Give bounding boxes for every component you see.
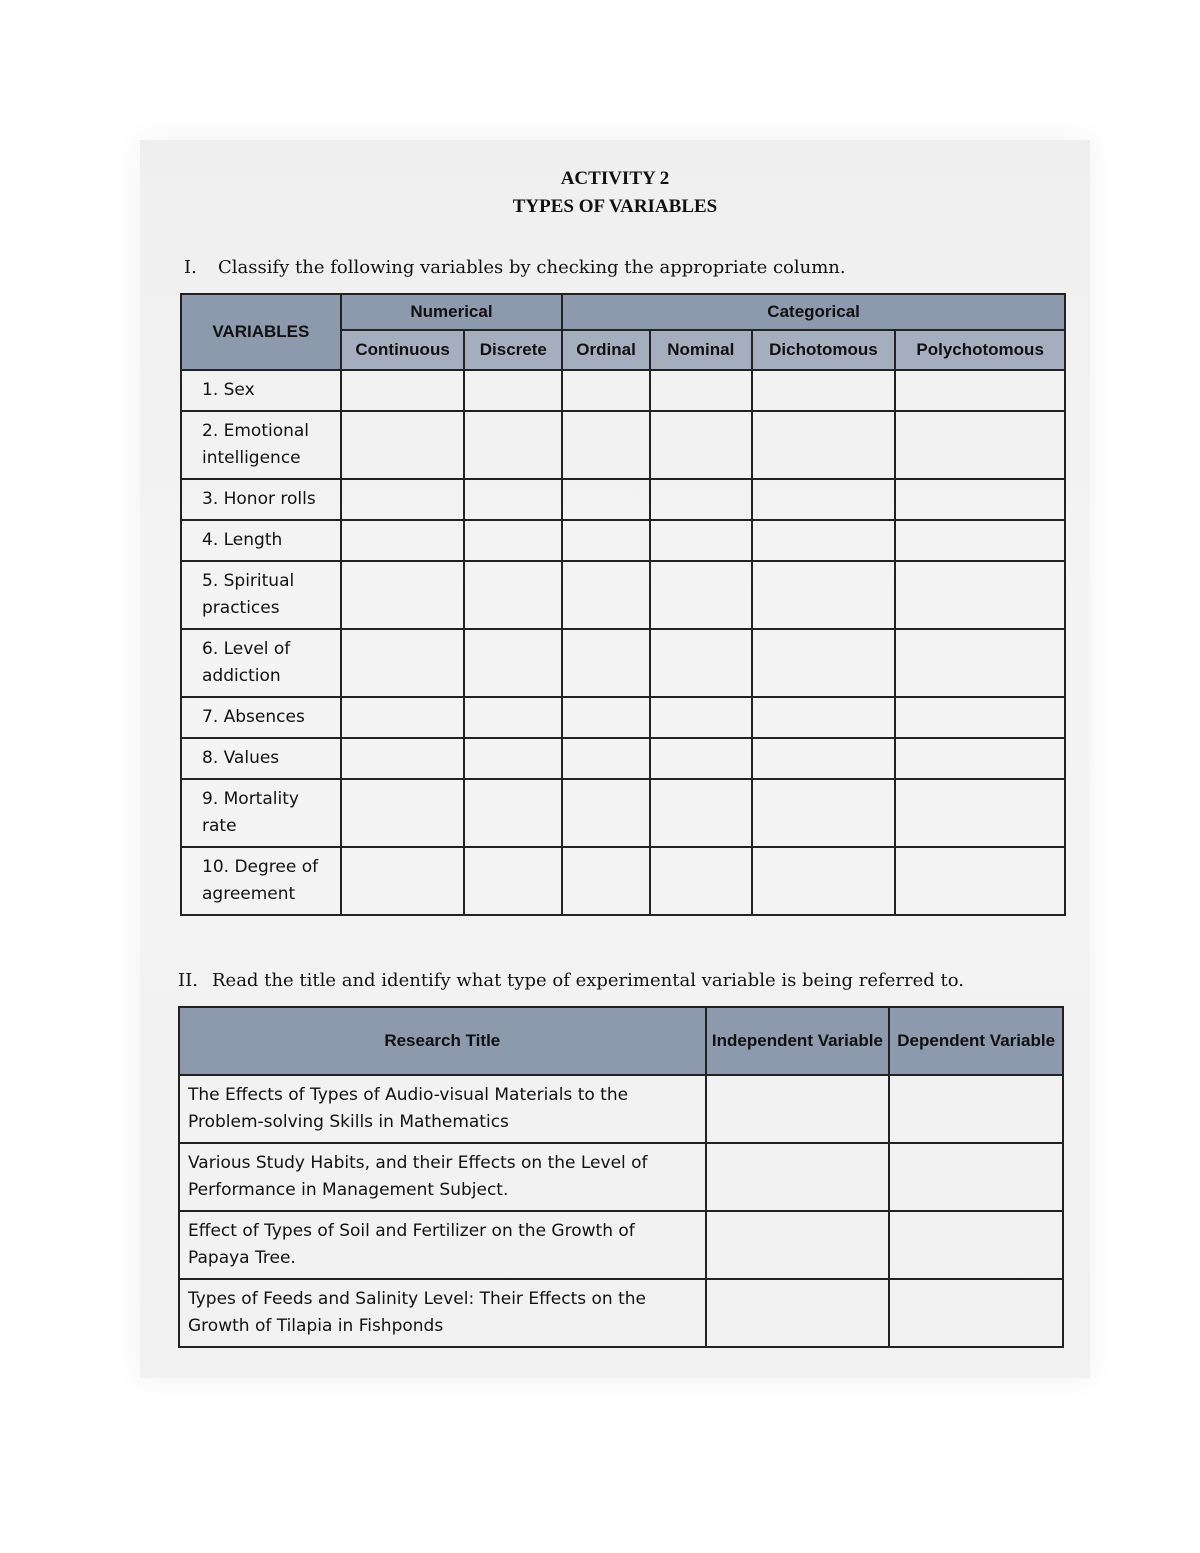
check-cell[interactable] [562,629,650,697]
categorical-header: Categorical [562,294,1065,330]
check-cell[interactable] [895,411,1065,479]
independent-cell[interactable] [706,1143,890,1211]
variable-label: 10. Degree of agreement [181,847,341,915]
check-cell[interactable] [650,561,752,629]
variable-row [181,738,1065,779]
check-cell[interactable] [895,779,1065,847]
variable-row [181,779,1065,847]
check-cell[interactable] [464,561,562,629]
research-title: Various Study Habits, and their Effects on the Level of Performance in Management Subject. [179,1143,706,1211]
variable-row [181,370,1065,411]
check-cell[interactable] [464,738,562,779]
part2-instruction-text: Read the title and identify what type of experimental variable is being referred to. [212,970,964,991]
variable-label: 9. Mortality rate [181,779,341,847]
variable-label: 4. Length [181,520,341,561]
check-cell[interactable] [341,847,465,915]
variable-label: 7. Absences [181,697,341,738]
check-cell[interactable] [895,370,1065,411]
research-row [179,1143,1063,1211]
check-cell[interactable] [650,738,752,779]
part2-instruction [178,970,964,991]
check-cell[interactable] [341,779,465,847]
variable-row [181,697,1065,738]
check-cell[interactable] [895,847,1065,915]
check-cell[interactable] [341,520,465,561]
check-cell[interactable] [562,411,650,479]
check-cell[interactable] [650,520,752,561]
dependent-cell[interactable] [889,1211,1063,1279]
part1-instruction [184,257,846,278]
variable-row [181,629,1065,697]
check-cell[interactable] [562,520,650,561]
research-row [179,1075,1063,1143]
check-cell[interactable] [752,370,896,411]
dependent-cell[interactable] [889,1075,1063,1143]
check-cell[interactable] [562,370,650,411]
check-cell[interactable] [895,479,1065,520]
col-continuous: Continuous [341,330,465,370]
variable-row [181,847,1065,915]
col-discrete: Discrete [464,330,562,370]
col-ordinal: Ordinal [562,330,650,370]
experimental-table [178,1006,1064,1348]
check-cell[interactable] [895,738,1065,779]
check-cell[interactable] [464,479,562,520]
check-cell[interactable] [464,520,562,561]
dependent-cell[interactable] [889,1143,1063,1211]
check-cell[interactable] [341,411,465,479]
check-cell[interactable] [895,697,1065,738]
check-cell[interactable] [752,479,896,520]
check-cell[interactable] [650,479,752,520]
check-cell[interactable] [464,370,562,411]
check-cell[interactable] [341,697,465,738]
research-row [179,1211,1063,1279]
check-cell[interactable] [341,370,465,411]
dependent-cell[interactable] [889,1279,1063,1347]
check-cell[interactable] [650,779,752,847]
check-cell[interactable] [650,697,752,738]
check-cell[interactable] [895,561,1065,629]
variable-label: 8. Values [181,738,341,779]
variable-label: 6. Level of addiction [181,629,341,697]
check-cell[interactable] [752,520,896,561]
check-cell[interactable] [341,738,465,779]
check-cell[interactable] [464,629,562,697]
variable-label: 5. Spiritual practices [181,561,341,629]
variable-row [181,479,1065,520]
check-cell[interactable] [562,561,650,629]
check-cell[interactable] [562,479,650,520]
col-polychotomous: Polychotomous [895,330,1065,370]
check-cell[interactable] [752,847,896,915]
check-cell[interactable] [752,561,896,629]
research-row [179,1279,1063,1347]
variable-row [181,561,1065,629]
variable-label: 3. Honor rolls [181,479,341,520]
check-cell[interactable] [752,738,896,779]
col-research-title: Research Title [179,1007,706,1075]
variable-label: 1. Sex [181,370,341,411]
col-dichotomous: Dichotomous [752,330,896,370]
activity-subtitle: TYPES OF VARIABLES [512,196,718,217]
activity-title: ACTIVITY 2 [560,168,670,189]
check-cell[interactable] [464,847,562,915]
part1-instruction-text: Classify the following variables by checking the appropriate column. [218,257,846,278]
check-cell[interactable] [895,629,1065,697]
check-cell[interactable] [752,629,896,697]
check-cell[interactable] [464,697,562,738]
check-cell[interactable] [562,779,650,847]
check-cell[interactable] [341,629,465,697]
check-cell[interactable] [752,697,896,738]
check-cell[interactable] [650,411,752,479]
variables-table [180,293,1066,916]
variable-row [181,411,1065,479]
check-cell[interactable] [562,847,650,915]
check-cell[interactable] [464,411,562,479]
check-cell[interactable] [650,370,752,411]
check-cell[interactable] [895,520,1065,561]
part2-number: II. [178,970,198,991]
col-independent-variable: Independent Variable [706,1007,890,1075]
independent-cell[interactable] [706,1075,890,1143]
col-nominal: Nominal [650,330,752,370]
check-cell[interactable] [752,779,896,847]
check-cell[interactable] [341,479,465,520]
check-cell[interactable] [752,411,896,479]
check-cell[interactable] [341,561,465,629]
check-cell[interactable] [562,697,650,738]
check-cell[interactable] [650,847,752,915]
research-title: The Effects of Types of Audio-visual Materials to the Problem-solving Skills in Mathematics [179,1075,706,1143]
check-cell[interactable] [650,629,752,697]
col-dependent-variable: Dependent Variable [889,1007,1063,1075]
research-title: Effect of Types of Soil and Fertilizer on the Growth of Papaya Tree. [179,1211,706,1279]
check-cell[interactable] [464,779,562,847]
variable-label: 2. Emotional intelligence [181,411,341,479]
check-cell[interactable] [562,738,650,779]
independent-cell[interactable] [706,1211,890,1279]
independent-cell[interactable] [706,1279,890,1347]
part1-number: I. [184,257,197,278]
numerical-header: Numerical [341,294,562,330]
research-title: Types of Feeds and Salinity Level: Their Effects on the Growth of Tilapia in Fishponds [179,1279,706,1347]
variables-header: VARIABLES [181,294,341,370]
variable-row [181,520,1065,561]
